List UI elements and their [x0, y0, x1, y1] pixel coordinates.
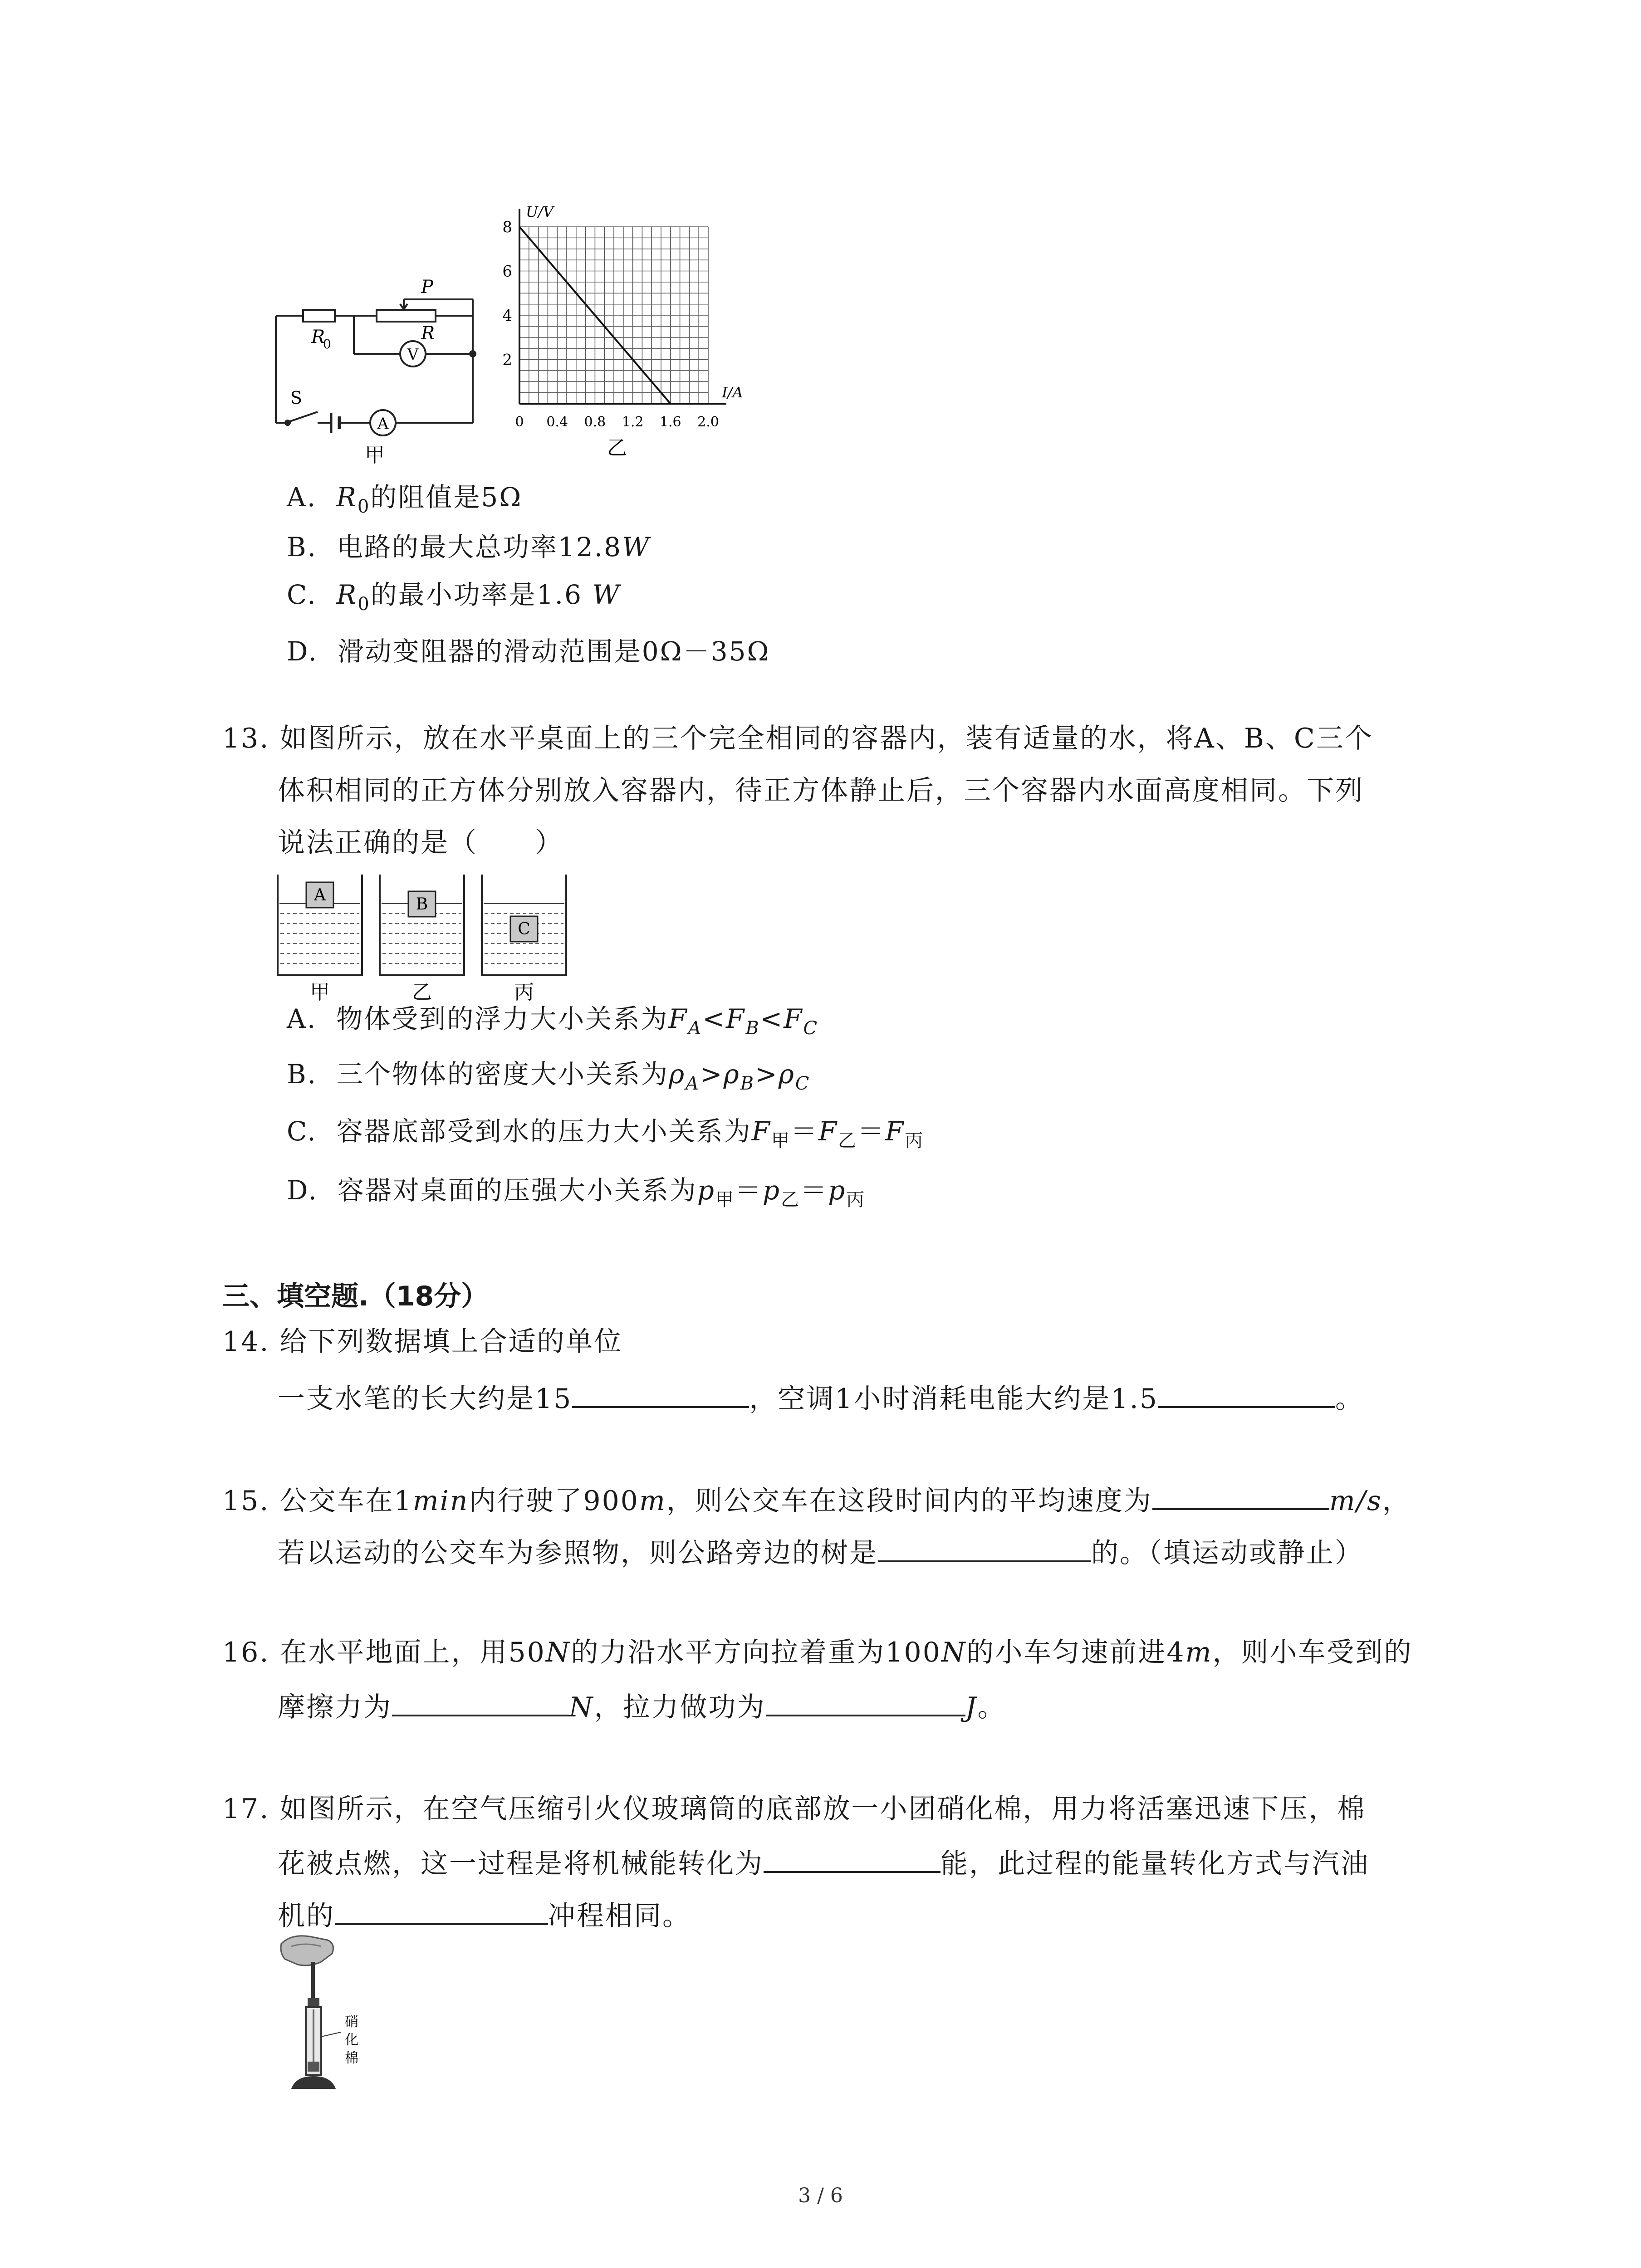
- air-compression-igniter-figure: [278, 1930, 377, 2098]
- graph-caption: 乙: [607, 436, 627, 459]
- y-tick-label: 2: [502, 351, 512, 369]
- q15-line1: 15. 公交车在1min内行驶了900m，则公交车在这段时间内的平均速度为 m/s，: [222, 1476, 1411, 1523]
- container-乙: [380, 875, 464, 1004]
- x-tick-label: 1.2: [622, 414, 644, 430]
- svg-text:硝: 硝: [345, 2014, 358, 2030]
- q12-figures: [268, 203, 776, 467]
- q15-blank-1[interactable]: [1152, 1476, 1329, 1510]
- q13-option-a[interactable]: A. 物体受到的浮力大小关系为$F_A<F_B<F_C$: [287, 1003, 819, 1039]
- u-i-graph: [502, 203, 743, 430]
- y-tick-label: 6: [502, 262, 512, 281]
- section-3-title: 三、填空题.（18分）: [222, 1281, 489, 1312]
- igniter-base: [291, 2076, 336, 2089]
- x-tick-label: 0.4: [546, 414, 568, 430]
- q12-option-b[interactable]: B. 电路的最大总功率12.8W: [287, 532, 651, 562]
- cube-label: C: [518, 920, 530, 938]
- rheostat-r: [377, 310, 436, 322]
- q17-line2: 花被点燃，这一过程是将机械能转化为 能，此过程的能量转化方式与汽油: [278, 1839, 1369, 1886]
- x-axis-label: I/A: [722, 384, 743, 401]
- q17-blank-1[interactable]: [764, 1839, 941, 1873]
- q17-blank-2[interactable]: [335, 1892, 548, 1925]
- q13-option-c[interactable]: C. 容器底部受到水的压力大小关系为$F_甲=F_乙=F_丙$: [287, 1116, 925, 1151]
- q12-option-a[interactable]: A. $R_0$的阻值是5Ω: [287, 482, 523, 517]
- q13-line3: 说法正确的是（ ）: [278, 827, 563, 859]
- y-tick-label: 8: [502, 218, 512, 236]
- q17-line1: 17. 如图所示，在空气压缩引火仪玻璃筒的底部放一小团硝化棉，用力将活塞迅速下压，棉: [222, 1793, 1366, 1825]
- voltmeter-label: V: [407, 346, 419, 364]
- q14-blank-2[interactable]: [1158, 1374, 1335, 1408]
- q16-line2: 摩擦力为 N，拉力做功为 J。: [278, 1683, 1006, 1729]
- svg-text:化: 化: [345, 2032, 358, 2048]
- q12-option-c[interactable]: C. $R_0$的最小功率是1.6 W: [287, 579, 621, 615]
- r0-subscript: 0: [323, 337, 331, 352]
- cube-label: B: [416, 895, 428, 914]
- q15-line2: 若以运动的公交车为参照物，则公路旁边的树是 的。（填运动或静止）: [278, 1529, 1363, 1575]
- q16-blank-1[interactable]: [392, 1683, 569, 1716]
- q14-line2: 一支水笔的长大约是15 ，空调1小时消耗电能大约是1.5 。: [278, 1374, 1364, 1421]
- y-tick-label: 4: [502, 307, 512, 325]
- container-甲: [278, 875, 362, 1004]
- x-tick-label: 0: [515, 414, 524, 430]
- circuit-caption: 甲: [365, 444, 385, 467]
- container-丙: [482, 875, 566, 1004]
- x-tick-label: 1.6: [659, 414, 681, 430]
- x-tick-label: 2.0: [697, 414, 719, 430]
- q13-option-b[interactable]: B. 三个物体的密度大小关系为$\rho_A>\rho_B>\rho_C$: [287, 1059, 811, 1094]
- q14-blank-1[interactable]: [572, 1374, 749, 1408]
- container-caption: 乙: [412, 981, 432, 1004]
- q17-line3: 机的 冲程相同。: [278, 1892, 691, 1938]
- svg-text:棉: 棉: [345, 2050, 358, 2066]
- container-caption: 丙: [514, 981, 534, 1004]
- r0-label: R: [311, 327, 325, 347]
- page-number: 3 / 6: [798, 2184, 843, 2207]
- r-label: R: [421, 323, 435, 344]
- q13-option-d[interactable]: D. 容器对桌面的压强大小关系为$p_甲=p_乙=p_丙$: [287, 1175, 866, 1210]
- q12-option-d[interactable]: D. 滑动变阻器的滑动范围是0Ω－35Ω: [287, 636, 770, 667]
- ammeter-label: A: [377, 415, 389, 433]
- cube-label: A: [314, 886, 326, 904]
- q14-line1: 14. 给下列数据填上合适的单位: [222, 1326, 623, 1358]
- y-axis-label: U/V: [526, 203, 554, 220]
- q13-line2: 体积相同的正方体分别放入容器内，待正方体静止后，三个容器内水面高度相同。下列: [278, 775, 1364, 807]
- circuit-diagram: [276, 299, 475, 435]
- q15-blank-2[interactable]: [878, 1529, 1091, 1562]
- q16-blank-2[interactable]: [766, 1683, 965, 1716]
- p-label: P: [421, 277, 433, 298]
- hand-icon: [281, 1936, 333, 1965]
- q13-containers-figure: [278, 871, 586, 1002]
- q16-line1: 16. 在水平地面上，用50N的力沿水平方向拉着重为100N的小车匀速前进4m，则小车受到的: [222, 1637, 1413, 1668]
- q13-line1: 13. 如图所示，放在水平桌面上的三个完全相同的容器内，装有适量的水，将A、B、C三个: [222, 723, 1373, 754]
- container-caption: 甲: [310, 981, 330, 1004]
- resistor-r0: [303, 310, 335, 322]
- switch-label: S: [290, 388, 303, 408]
- x-tick-label: 0.8: [584, 414, 606, 430]
